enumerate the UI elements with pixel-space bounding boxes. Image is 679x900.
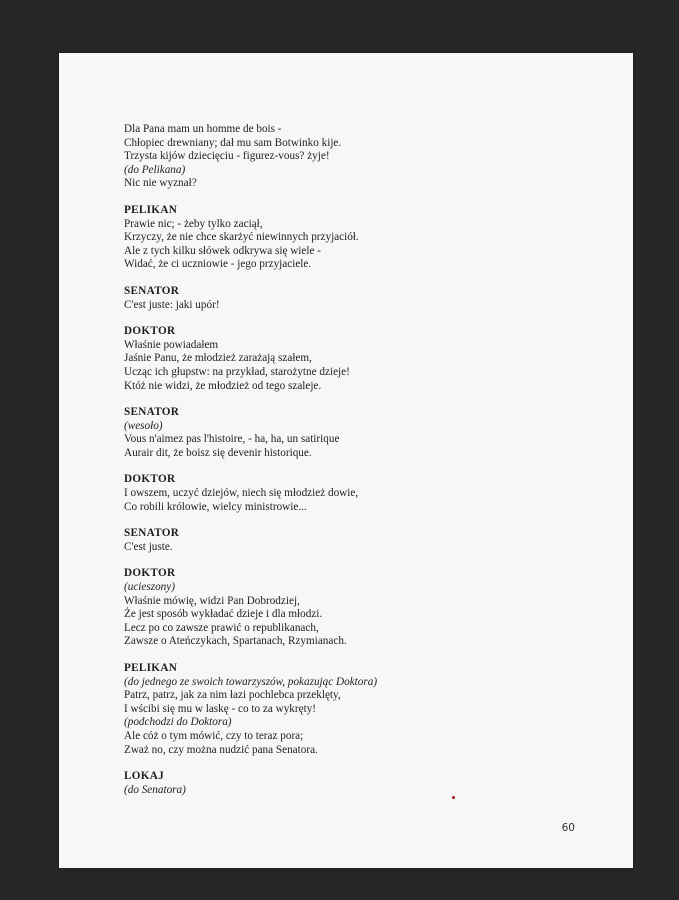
page-sheet <box>59 53 633 868</box>
stage-direction: (ucieszony) <box>124 581 175 594</box>
stage-direction: (do jednego ze swoich towarzyszów, pokazując Doktora) <box>124 675 378 688</box>
text-line: C'est juste: jaki upór! <box>124 298 220 311</box>
text-line: Ale z tych kilku słówek odkrywa się wiele - <box>124 244 321 257</box>
speaker-name: PELIKAN <box>124 662 178 674</box>
stage-direction: (do Senatora) <box>124 783 186 796</box>
text-line: I owszem, uczyć dziejów, niech się młodzież dowie, <box>124 487 359 500</box>
stage-direction: (do Pelikana) <box>124 163 186 176</box>
text-line: Zważ no, czy można nudzić pana Senatora. <box>124 743 318 756</box>
text-line: Krzyczy, że nie chce skarżyć niewinnych przyjaciół. <box>124 231 359 244</box>
text-line: Jaśnie Panu, że młodzież zarażają szałem, <box>124 352 312 365</box>
text-line: Patrz, patrz, jak za nim łazi pochlebca przeklęty, <box>124 689 341 702</box>
stage-direction: (podchodzi do Doktora) <box>124 716 232 729</box>
speaker-name: PELIKAN <box>124 203 178 216</box>
text-line: Co robili królowie, wielcy ministrowie... <box>124 500 307 513</box>
text-line: Któż nie widzi, że młodzież od tego szaleje. <box>124 379 322 392</box>
text-line: Ucząc ich głupstw: na przykład, starożytne dzieje! <box>124 365 350 378</box>
text-line: Vous n'aimez pas l'histoire, - ha, ha, un satirique <box>124 433 340 446</box>
text-line: I wścibi się mu w laskę - co to za wykręty! <box>124 702 316 715</box>
text-line: Prawie nic; - żeby tylko zaciął, <box>124 217 263 230</box>
page-number: 60 <box>561 822 575 834</box>
speaker-name: DOKTOR <box>124 567 176 580</box>
text-line: Chłopiec drewniany; dał mu sam Botwinko kije. <box>124 136 342 149</box>
text-line: Nic nie wyznał? <box>124 177 197 190</box>
text-line: Lecz po co zawsze prawić o republikanach, <box>124 621 319 634</box>
ink-speck <box>452 796 455 799</box>
text-line: Dla Pana mam un homme de bois - <box>124 123 282 135</box>
speaker-name: SENATOR <box>124 406 180 419</box>
text-line: Zawsze o Ateńczykach, Spartanach, Rzymianach. <box>124 635 347 648</box>
speaker-name: DOKTOR <box>124 473 176 486</box>
speaker-name: LOKAJ <box>124 770 165 783</box>
text-line: Trzysta kijów dziecięciu - figurez-vous? żyje! <box>124 150 330 163</box>
text-line: Właśnie powiadałem <box>124 338 219 351</box>
text-line: Widać, że ci uczniowie - jego przyjaciele. <box>124 258 312 271</box>
text-line: Że jest sposób wykładać dzieje i dla młodzi. <box>124 608 323 621</box>
text-line: C'est juste. <box>124 540 173 553</box>
stage-direction: (wesoło) <box>124 419 163 432</box>
text-line: Właśnie mówię, widzi Pan Dobrodziej, <box>124 594 300 607</box>
speaker-name: DOKTOR <box>124 325 176 338</box>
text-line: Aurair dit, że boisz się devenir historique. <box>124 446 312 459</box>
speaker-name: SENATOR <box>124 284 180 297</box>
text-line: Ale cóż o tym mówić, czy to teraz pora; <box>124 729 304 742</box>
speaker-name: SENATOR <box>124 527 180 540</box>
play-text <box>124 123 584 797</box>
